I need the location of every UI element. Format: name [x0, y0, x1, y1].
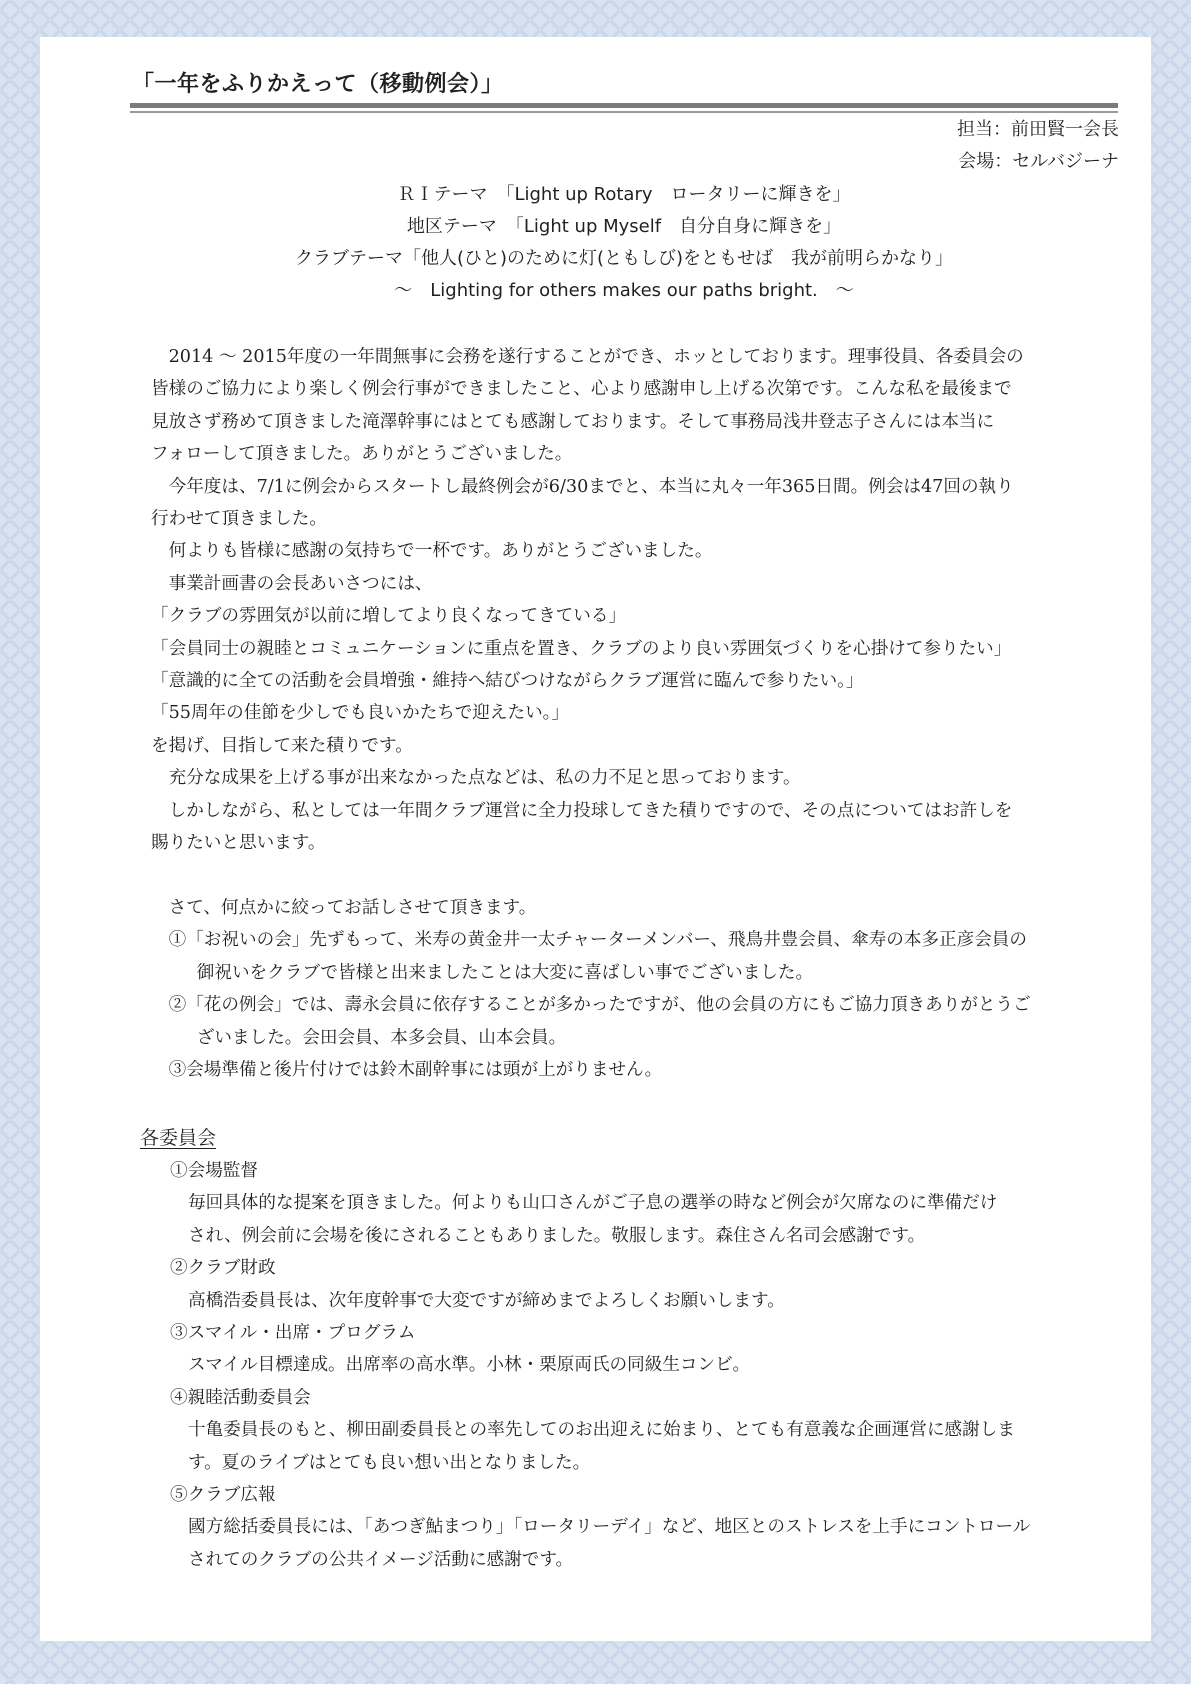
- club-theme: クラブテーマ「他人(ひと)のために灯(ともしび)をともせば 我が前明らかなり」: [294, 248, 954, 269]
- body-line: 見放さず務めて頂きました滝澤幹事にはとても感謝しております。そして事務局浅井登志子さんには本当に: [151, 411, 995, 432]
- committee-text: されてのクラブの公共イメージ活動に感謝です。: [188, 1549, 574, 1570]
- quote-line: 「55周年の佳節を少しでも良いかたちで迎えたい。」: [151, 703, 570, 724]
- body-line: を掲げ、目指して来た積りです。: [151, 735, 413, 756]
- point-line: ②「花の例会」では、壽永会員に依存することが多かったですが、他の会員の方にもご協力頂きありがとうご: [168, 995, 1031, 1016]
- committee-text: 毎回具体的な提案を頂きました。何よりも山口さんがご子息の選挙の時など例会が欠席なのに準備だけ: [188, 1193, 998, 1214]
- body-line: フォローして頂きました。ありがとうございました。: [151, 444, 573, 465]
- committee-text: 高橋浩委員長は、次年度幹事で大変ですが締めまでよろしくお願いします。: [188, 1290, 785, 1311]
- body-line: 皆様のご協力により楽しく例会行事ができましたこと、心より感謝申し上げる次第です。こんな私を最後まで: [151, 379, 1012, 400]
- body-line: 賜りたいと思います。: [151, 833, 326, 854]
- club-theme-english: ～ Lighting for others makes our paths bright. ～: [394, 280, 854, 301]
- committee-text: 國方総括委員長には、「あつぎ鮎まつり」「ロータリーデイ」など、地区とのストレスを上手にコントロール: [188, 1517, 1031, 1538]
- committees-list: [170, 1155, 1118, 1576]
- body-line: 行わせて頂きました。: [151, 509, 327, 530]
- point-line: ①「お祝いの会」先ずもって、米寿の黄金井一太チャーターメンバー、飛鳥井豊会員、傘寿の本多正彦会員の: [168, 930, 1027, 951]
- body-line: しかしながら、私としては一年間クラブ運営に全力投球してきた積りですので、その点についてはお許しを: [168, 800, 1013, 821]
- committee-name: ②クラブ財政: [170, 1258, 276, 1279]
- body-line: 2014 ～ 2015年度の一年間無事に会務を遂行することができ、ホッとしております。理事役員、各委員会の: [168, 347, 1024, 367]
- committee-name: ③スマイル・出席・プログラム: [170, 1323, 416, 1344]
- body-line: さて、何点かに絞ってお話しさせて頂きます。: [168, 897, 537, 918]
- committees-heading: 各委員会: [140, 1127, 217, 1149]
- point-line: 御祝いをクラブで皆様と出来ましたことは大変に喜ばしい事でございました。: [196, 962, 814, 983]
- quote-line: 「クラブの雰囲気が以前に増してより良くなってきている」: [151, 606, 627, 627]
- committee-text: され、例会前に会場を後にされることもありました。敬服します。森住さん名司会感謝です。: [188, 1225, 926, 1246]
- district-theme: 地区テーマ 「Light up Myself 自分自身に輝きを」: [406, 216, 842, 237]
- committee-name: ⑤クラブ広報: [170, 1485, 276, 1506]
- point-line: ③会場準備と後片付けでは鈴木副幹事には頭が上がりません。: [168, 1059, 663, 1080]
- committee-name: ①会場監督: [170, 1161, 258, 1181]
- document-page: [40, 37, 1151, 1641]
- page-title: 「一年をふりかえって（移動例会）」: [132, 72, 504, 97]
- report-body: [151, 341, 1118, 1086]
- quote-line: 「会員同士の親睦とコミュニケーションに重点を置き、クラブのより良い雰囲気づくりを心掛けて参りたい」: [151, 638, 1012, 659]
- quote-line: 「意識的に全ての活動を会員増強・維持へ結びつけながらクラブ運営に臨んで参りたい。」: [151, 671, 864, 692]
- title-rule-thin: [130, 111, 1118, 113]
- body-line: 今年度は、7/1に例会からスタートし最終例会が6/30までと、本当に丸々一年365日間。例会は47回の執り: [168, 476, 1014, 497]
- blank-line: [151, 860, 1118, 892]
- ri-theme: ＲＩテーマ 「Light up Rotary ロータリーに輝きを」: [397, 184, 851, 205]
- body-line: 何よりも皆様に感謝の気持ちで一杯です。ありがとうございました。: [168, 541, 713, 562]
- committee-text: スマイル目標達成。出席率の高水準。小林・栗原両氏の同級生コンビ。: [188, 1355, 751, 1376]
- body-line: 充分な成果を上げる事が出来なかった点などは、私の力不足と思っております。: [168, 768, 801, 789]
- title-rule: [130, 103, 1118, 108]
- committee-text: 十亀委員長のもと、柳田副委員長との率先してのお出迎えに始まり、とても有意義な企画運営に感謝しま: [188, 1420, 1015, 1441]
- venue-line: 会場：セルバジーナ: [958, 151, 1119, 172]
- point-line: ざいました。会田会員、本多会員、山本会員。: [196, 1027, 567, 1048]
- speaker-line: 担当：前田賢一会長: [957, 119, 1119, 140]
- body-line: 事業計画書の会長あいさつには、: [168, 573, 433, 594]
- committee-name: ④親睦活動委員会: [170, 1387, 311, 1408]
- committee-text: す。夏のライブはとても良い想い出となりました。: [188, 1452, 591, 1473]
